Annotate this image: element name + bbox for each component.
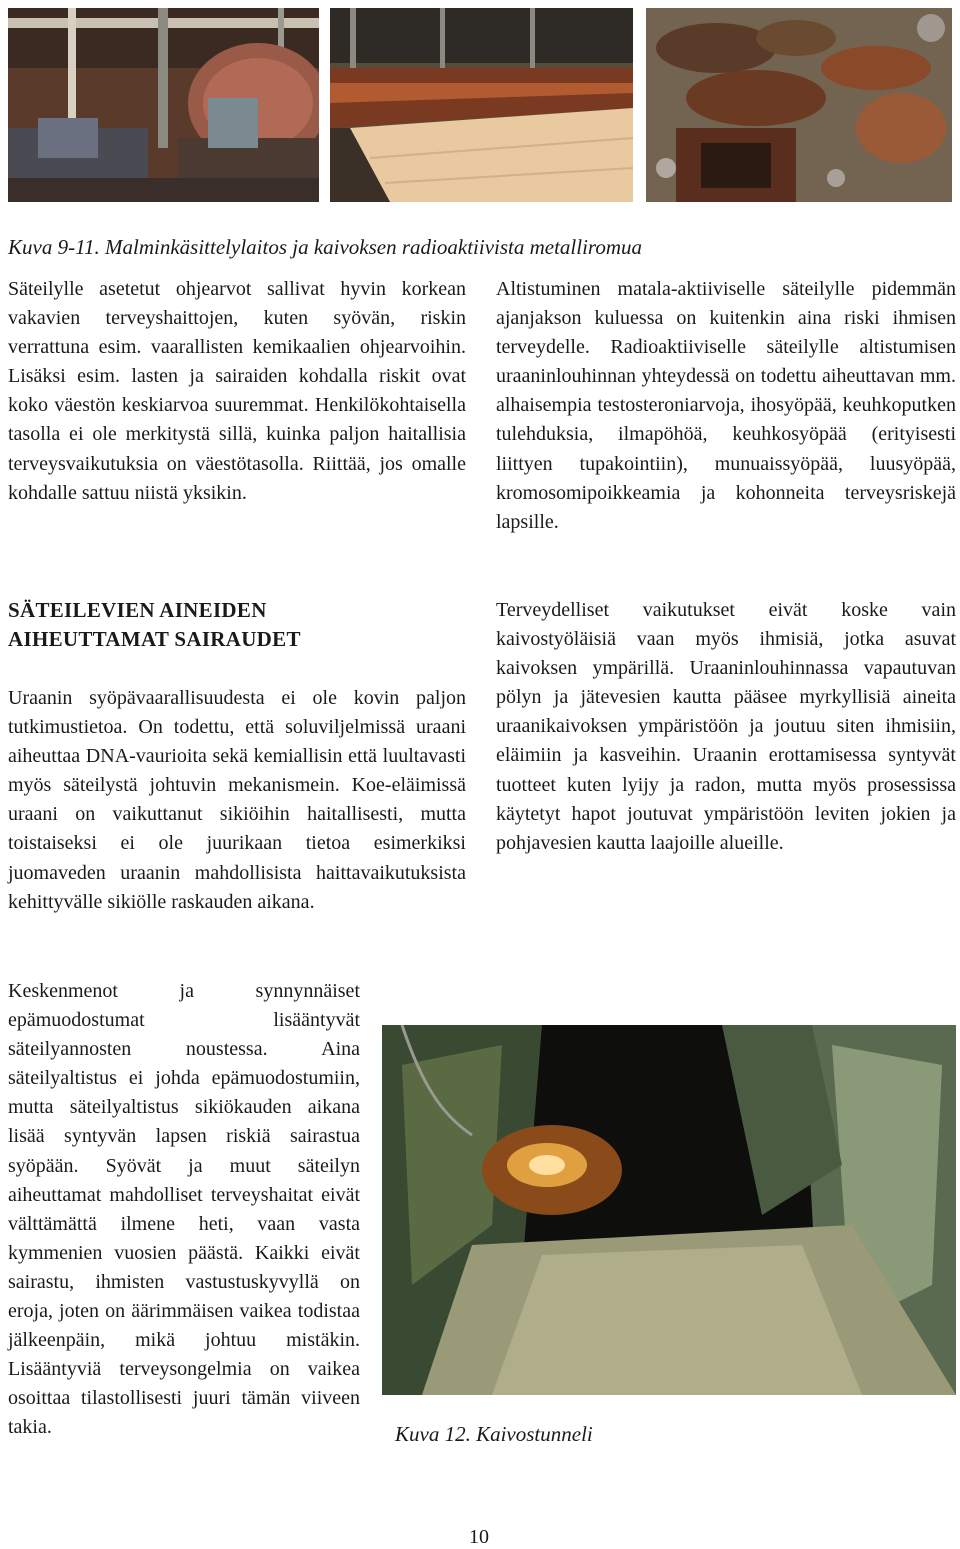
section-heading-line-2: AIHEUTTAMAT SAIRAUDET <box>8 627 301 651</box>
figure-caption-bottom: Kuva 12. Kaivostunneli <box>395 1422 593 1446</box>
section-heading <box>8 596 466 654</box>
photo-concentrator-tables <box>330 8 633 202</box>
page-number: 10 <box>469 1526 489 1548</box>
paragraph-uranium-carcinogenicity: Uraanin syöpävaarallisuudesta ei ole kovin paljon tutkimustietoa. On todettu, että soluviljelmissä uraani aiheuttaa DNA-vaurioita sekä kemiallisin että luultavasti myös säteilystä johtuvin mekanismein. Koe-eläimissä uraani on vaikuttanut sikiöihin haitallisesti, mutta toistaiseksi ei ole juurikaan tietoa esimerkiksi juomaveden uraanin mahdollisista haittavaikutuksista kehittyvälle sikiölle raskauden aikana. <box>8 687 466 913</box>
paragraph-radiation-guideline-values: Säteilylle asetetut ohjearvot sallivat hyvin korkean vakavien terveyshaittojen, kuten syövän, riskin verrattuna esim. vaarallisten kemikaalien ohjearvoihin. Lisäksi esim. lasten ja sairaiden kohdalla riskit ovat koko väestön keskiarvoa suuremmat. Henkilökohtaisella tasolla ei ole merkitystä sillä, kuinka paljon haitallisia terveysvaikutuksia on väestötasolla. Riittää, jos omalle kohdalle sattuu niistä yksikin. <box>8 278 466 504</box>
paragraph-miscarriages-malformations: Keskenmenot ja synnynnäiset epämuodostumat lisääntyvät säteilyannosten noustessa. Aina säteilyaltistus ei johda epämuodostumiin, mutta säteilyaltistus sikiökauden aikana lisää syntyvän lapsen riskiä sairastua syöpään. Syövät ja muut säteilyn aiheuttamat mahdolliset terveyshaitat eivät välttämättä ilmene heti, vaan vasta kymmenien vuosien päästä. Kaikki eivät sairastu, ihmisten vastustuskyvyllä on eroja, joten on äärimmäisen vaikea todistaa jälkeenpäin, mikä johtuu mistäkin. Lisääntyviä terveysongelmia on vaikea osoittaa tilastollisesti juuri tämän viiveen takia. <box>8 980 360 1439</box>
figure-caption-top: Kuva 9-11. Malminkäsittelylaitos ja kaivoksen radioaktiivista metalliromua <box>8 235 642 259</box>
photo-processing-plant-machinery <box>8 8 319 202</box>
paragraph-low-activity-exposure: Altistuminen matala-aktiiviselle säteilylle pidemmän ajanjakson kuluessa on kuitenkin aina riski ihmisen terveydelle. Radioaktiiviselle säteilylle altistumisen uraaninlouhinnan yhteydessä on todettu aiheuttavan mm. alhaisempia testosteroniarvoja, ihosyöpää, keuhkoputken tulehduksia, ilmapöhöä, keuhkosyöpää (erityisesti liittyen tupakointiin), munuaissyöpää, luusyöpää, kromosomipoikkeamia ja kohonneita terveysriskejä lapsille. <box>496 278 956 533</box>
paragraph-community-health-effects: Terveydelliset vaikutukset eivät koske vain kaivostyöläisiä vaan myös ihmisiä, jotka asuvat kaivoksen ympärillä. Uraaninlouhinnassa vapautuvan pölyn ja jätevesien kautta pääsee myrkyllisiä aineita uraanikaivoksen ympäristöön ja joutuu siten ihmisiin, eläimiin ja kasveihin. Uraanin erottamisessa syntyvät tuotteet kuten lyijy ja radon, mutta myös prosessissa käytetyt hapot joutuvat ympäristöön leviten jokien ja pohjavesien kautta laajoille alueille. <box>496 599 956 854</box>
section-heading-line-1: SÄTEILEVIEN AINEIDEN <box>8 598 267 622</box>
photo-mine-tunnel <box>382 1025 956 1395</box>
photo-radioactive-scrap-metal <box>646 8 952 202</box>
